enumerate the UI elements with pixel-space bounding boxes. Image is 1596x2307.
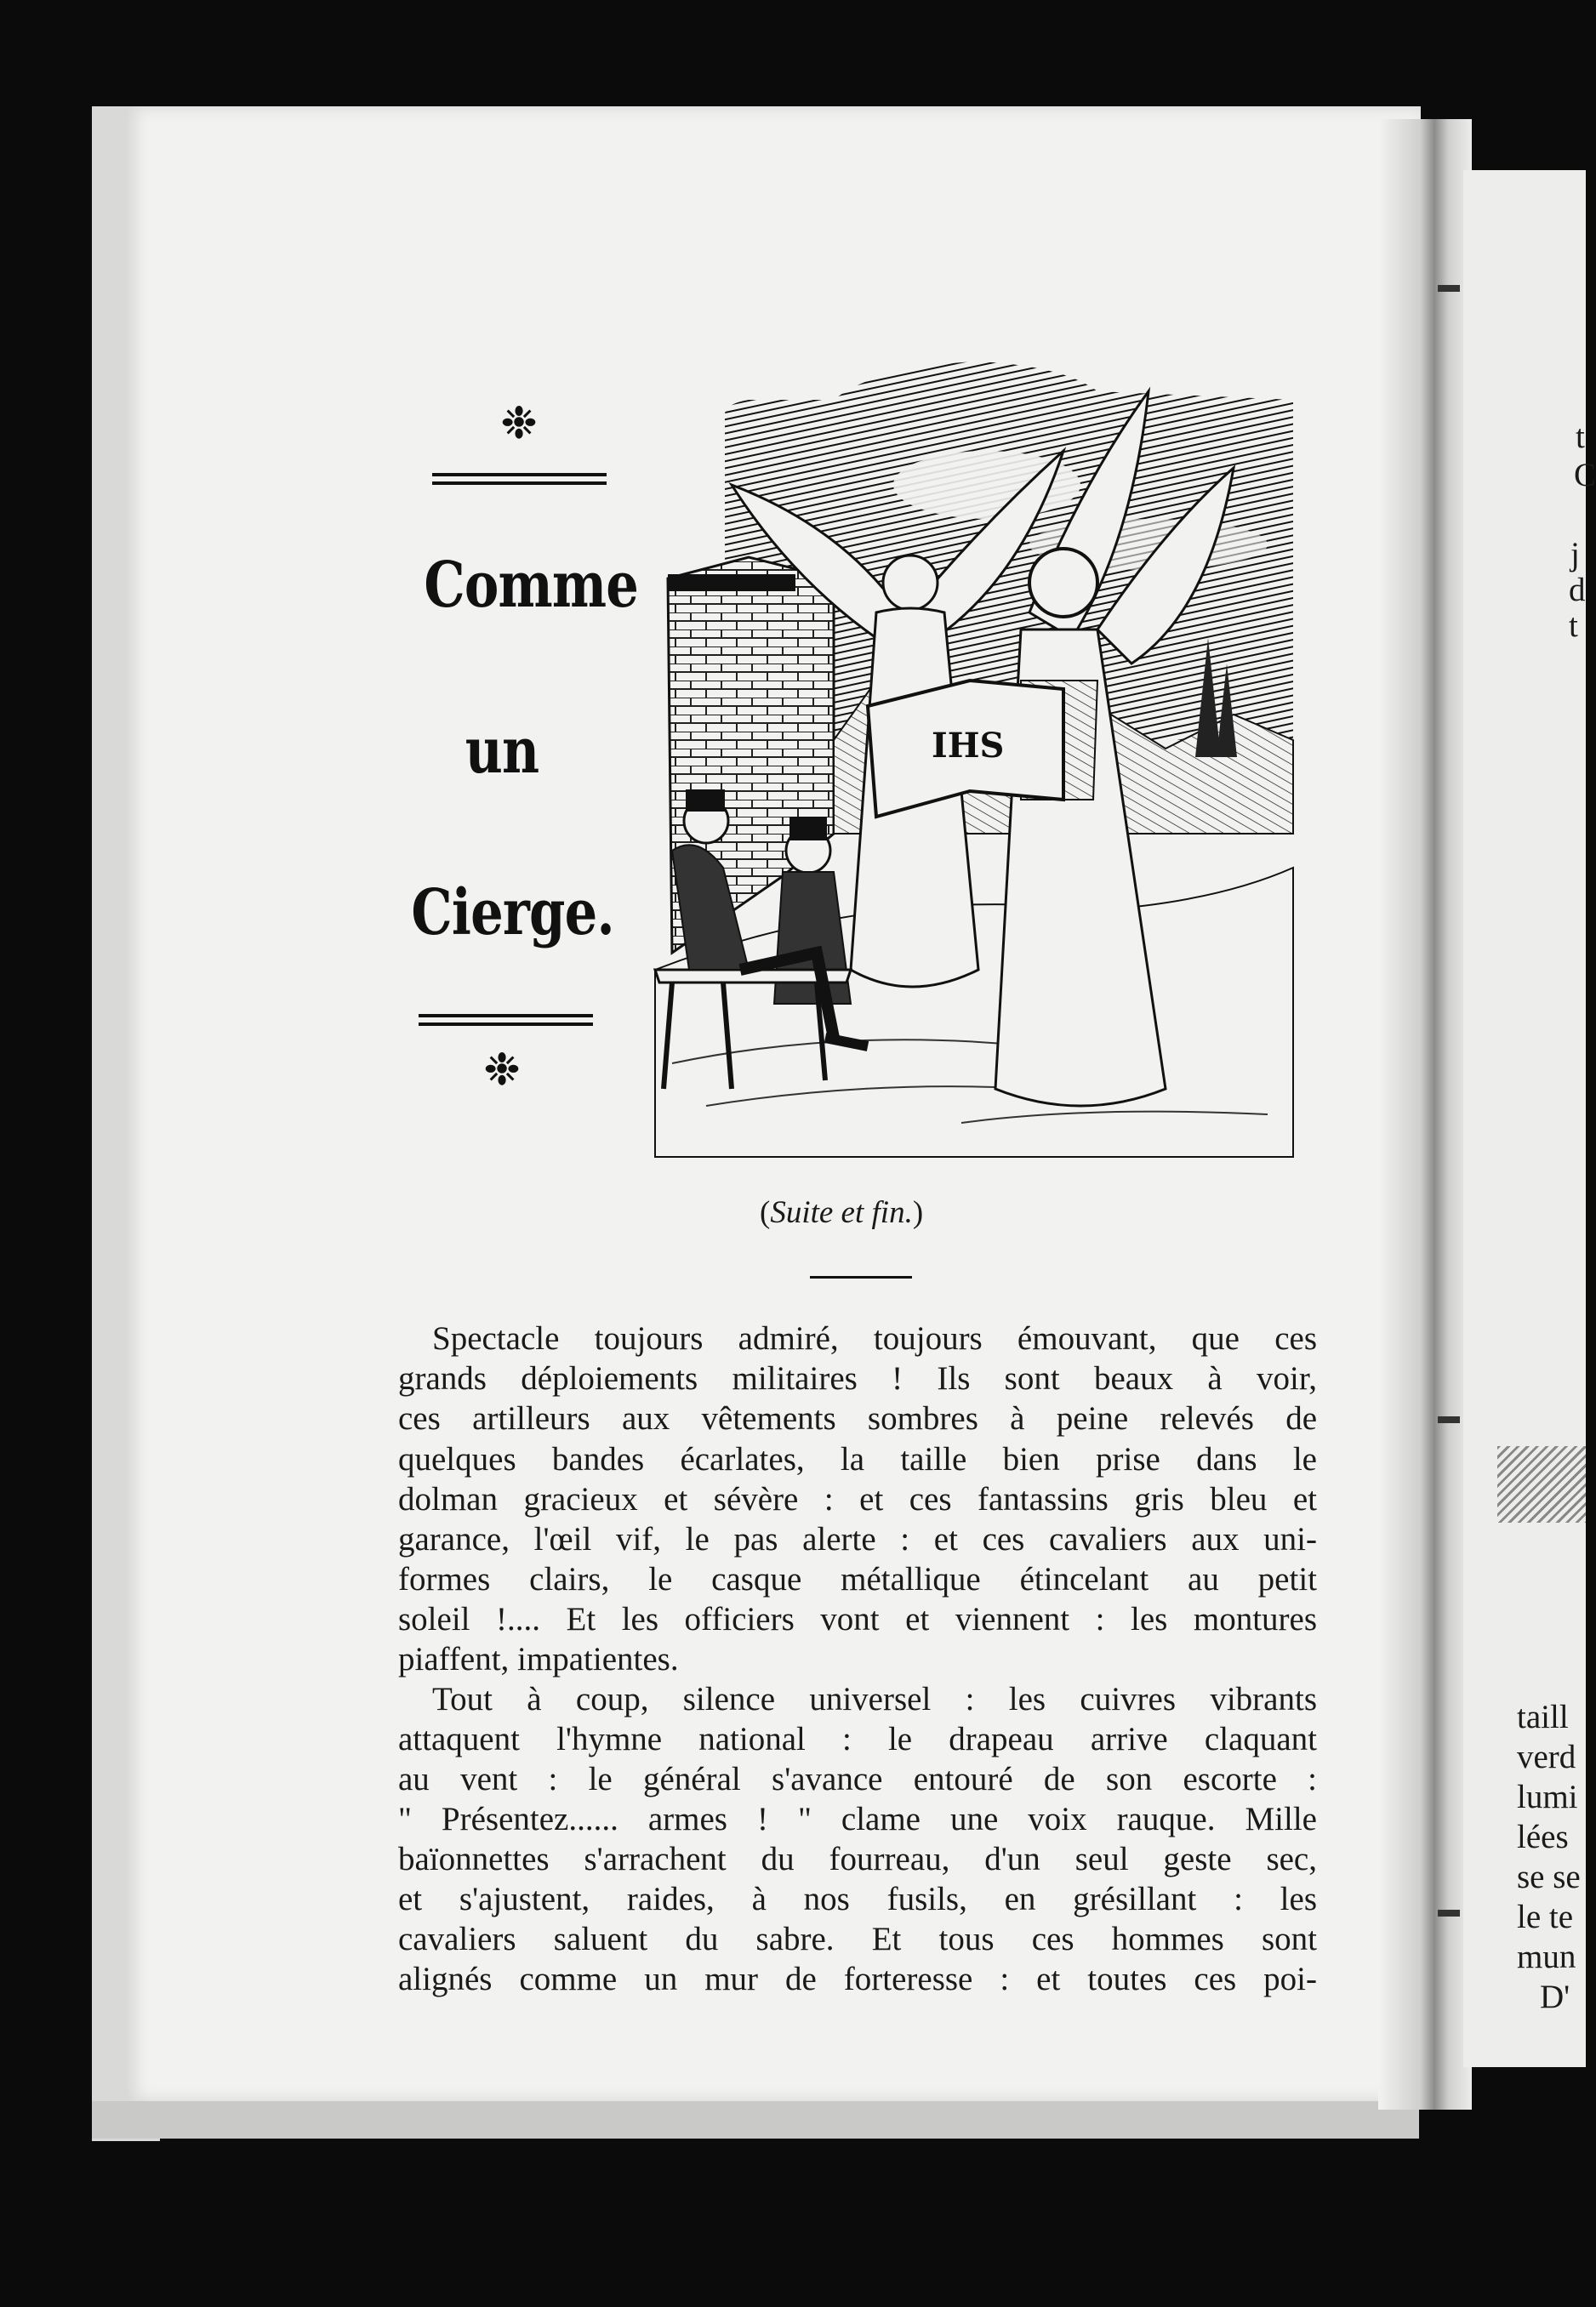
body-line: Tout à coup, silence universel : les cuivres vibrants xyxy=(432,1681,1317,1717)
body-line: piaffent, impatientes. xyxy=(398,1641,679,1678)
rule-bottom-1 xyxy=(419,1014,593,1017)
right-fragment: le te xyxy=(1517,1899,1574,1935)
body-line: baïonnettes s'arrachent du fourreau, d'un seul geste sec, xyxy=(398,1841,1317,1877)
page-bottom-edge xyxy=(92,2101,1419,2139)
body-line: Spectacle toujours admiré, toujours émouvant, que ces xyxy=(432,1320,1317,1357)
right-fragment: lumi xyxy=(1517,1779,1578,1815)
ornament-bottom: ❉ xyxy=(483,1046,521,1095)
rule-top-1 xyxy=(432,473,607,476)
book-gutter xyxy=(1378,119,1472,2110)
right-fragment: mun xyxy=(1517,1939,1576,1975)
gutter-tab xyxy=(1438,1416,1460,1423)
right-page-illustration-fragment xyxy=(1497,1446,1586,1523)
right-fragment: j xyxy=(1570,536,1580,572)
right-fragment: d xyxy=(1569,572,1586,608)
rule-bottom-2 xyxy=(419,1022,593,1026)
body-line: ces artilleurs aux vêtements sombres à peine relevés de xyxy=(398,1400,1317,1437)
body-line: cavaliers saluent du sabre. Et tous ces hommes sont xyxy=(398,1921,1317,1957)
subtitle-close: ) xyxy=(912,1195,924,1230)
right-fragment: lées xyxy=(1517,1819,1569,1855)
ornament-top: ❉ xyxy=(500,400,538,448)
right-fragment: se se xyxy=(1517,1859,1581,1895)
subtitle-text: Suite et fin. xyxy=(770,1195,913,1230)
title-comme: Comme xyxy=(424,549,639,622)
body-line: et s'ajustent, raides, à nos fusils, en grésillant : les xyxy=(398,1881,1317,1917)
right-fragment: C xyxy=(1574,457,1596,493)
body-line: " Présentez...... armes ! " clame une voix rauque. Mille xyxy=(398,1801,1317,1837)
gutter-tab xyxy=(1438,285,1460,292)
body-line: garance, l'œil vif, le pas alerte : et ces cavaliers aux uni- xyxy=(398,1521,1317,1558)
subtitle xyxy=(760,1194,923,1231)
right-fragment: D' xyxy=(1540,1979,1570,2015)
caption-rule xyxy=(810,1276,912,1279)
body-line: formes clairs, le casque métallique étincelant au petit xyxy=(398,1561,1317,1598)
right-fragment: taill xyxy=(1517,1699,1569,1735)
right-fragment: t xyxy=(1576,419,1585,455)
title-cierge: Cierge. xyxy=(411,876,614,949)
book-inscription: IHS xyxy=(932,726,1005,766)
engraving-illustration xyxy=(621,357,1319,1157)
title-un: un xyxy=(465,715,539,788)
body-line: soleil !.... Et les officiers vont et viennent : les montures xyxy=(398,1601,1317,1638)
body-line: dolman gracieux et sévère : et ces fantassins gris bleu et xyxy=(398,1481,1317,1518)
body-line: alignés comme un mur de forteresse : et toutes ces poi- xyxy=(398,1961,1317,1997)
right-fragment: t xyxy=(1569,607,1578,644)
body-line: quelques bandes écarlates, la taille bien prise dans le xyxy=(398,1441,1317,1478)
body-line: attaquent l'hymne national : le drapeau arrive claquant xyxy=(398,1721,1317,1757)
body-line: grands déploiements militaires ! Ils sont beaux à voir, xyxy=(398,1360,1317,1397)
gutter-tab xyxy=(1438,1910,1460,1917)
subtitle-open: ( xyxy=(760,1195,771,1230)
rule-top-2 xyxy=(432,481,607,485)
right-fragment: verd xyxy=(1517,1739,1576,1775)
body-line: au vent : le général s'avance entouré de son escorte : xyxy=(398,1761,1317,1797)
